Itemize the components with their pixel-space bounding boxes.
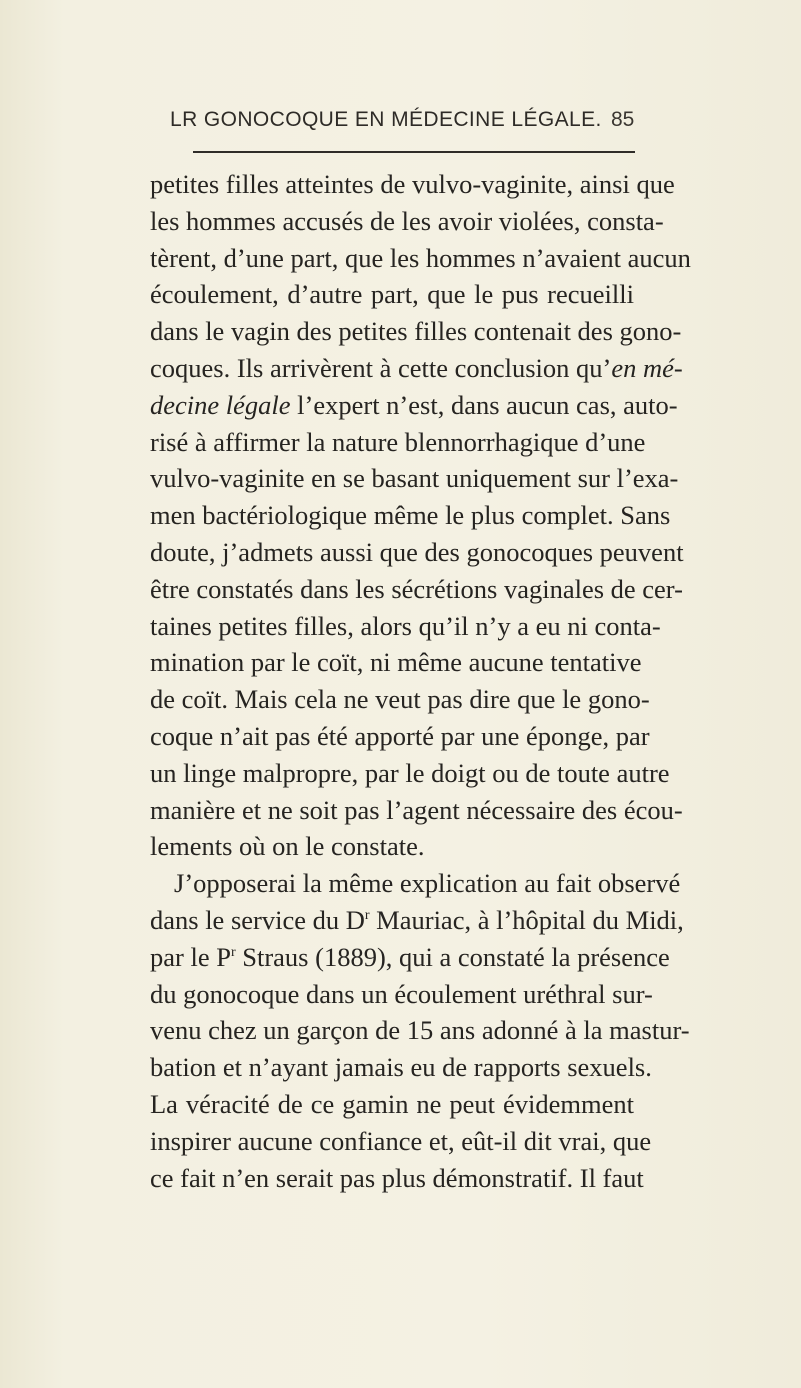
page-number: 85 (611, 108, 635, 131)
text-line: du gonocoque dans un écoulement uréthral sur- (150, 978, 653, 1009)
text-line: être constatés dans les sécrétions vaginales de cer- (150, 573, 683, 604)
text-line: dans le vagin des petites filles contenait des gono- (150, 316, 682, 347)
superscript: r (230, 944, 236, 960)
text-line (150, 350, 683, 387)
text-line: coque n’ait pas été apporté par une éponge, par (150, 720, 650, 751)
running-head: LR GONOCOQUE EN MÉDECINE LÉGALE. (170, 108, 602, 131)
text-line: les hommes accusés de les avoir violées, consta- (150, 205, 664, 236)
page-header (0, 108, 801, 138)
text-line: venu chez un garçon de 15 ans adonné à la mastur- (150, 1015, 690, 1046)
text-line (150, 387, 678, 424)
text-line: mination par le coït, ni même aucune tentative (150, 647, 642, 678)
text-segment: Mauriac, à l’hôpital du Midi, (369, 904, 684, 935)
header-rule (193, 151, 635, 153)
text-line: J’opposerai la même explication au fait observé (174, 868, 681, 899)
text-line: écoulement, d’autre part, que le pus recueilli (150, 279, 634, 310)
text-line: petites filles atteintes de vulvo-vaginite, ainsi que (150, 169, 675, 199)
text-segment: par le P (150, 941, 231, 972)
text-line: lements où on le constate. (150, 831, 425, 862)
italic-segment: decine légale (150, 389, 291, 420)
text-line (150, 902, 684, 939)
text-segment: Straus (1889), qui a constaté la présence (235, 941, 670, 972)
text-line: La véracité de ce gamin ne peut évidemment (150, 1088, 634, 1119)
body-text (150, 166, 691, 1196)
text-line (150, 939, 670, 976)
text-line: risé à affirmer la nature blennorrhagique d’une (150, 426, 646, 457)
superscript: r (364, 907, 370, 923)
text-line: vulvo-vaginite en se basant uniquement sur l’exa- (150, 463, 679, 494)
text-line: bation et n’ayant jamais eu de rapports sexuels. (150, 1052, 652, 1083)
text-line: inspirer aucune confiance et, eût-il dit vrai, que (150, 1125, 652, 1156)
text-line: tèrent, d’une part, que les hommes n’avaient aucun (150, 242, 691, 273)
text-segment: coques. Ils arrivèrent à cette conclusion qu’ (150, 352, 612, 383)
text-line: taines petites filles, alors qu’il n’y a eu ni conta- (150, 610, 661, 641)
text-line: ce fait n’en serait pas plus démonstratif. Il faut (150, 1162, 644, 1193)
text-line: un linge malpropre, par le doigt ou de toute autre (150, 757, 670, 788)
text-line: doute, j’admets aussi que des gonocoques peuvent (150, 536, 684, 567)
text-line: manière et ne soit pas l’agent nécessaire des écou- (150, 794, 683, 825)
text-line: de coït. Mais cela ne veut pas dire que le gono- (150, 684, 650, 715)
text-line: men bactériologique même le plus complet. Sans (150, 500, 671, 531)
text-segment: l’expert n’est, dans aucun cas, auto- (290, 389, 678, 420)
text-segment: dans le service du D (150, 904, 365, 935)
italic-segment: en mé- (611, 352, 683, 383)
